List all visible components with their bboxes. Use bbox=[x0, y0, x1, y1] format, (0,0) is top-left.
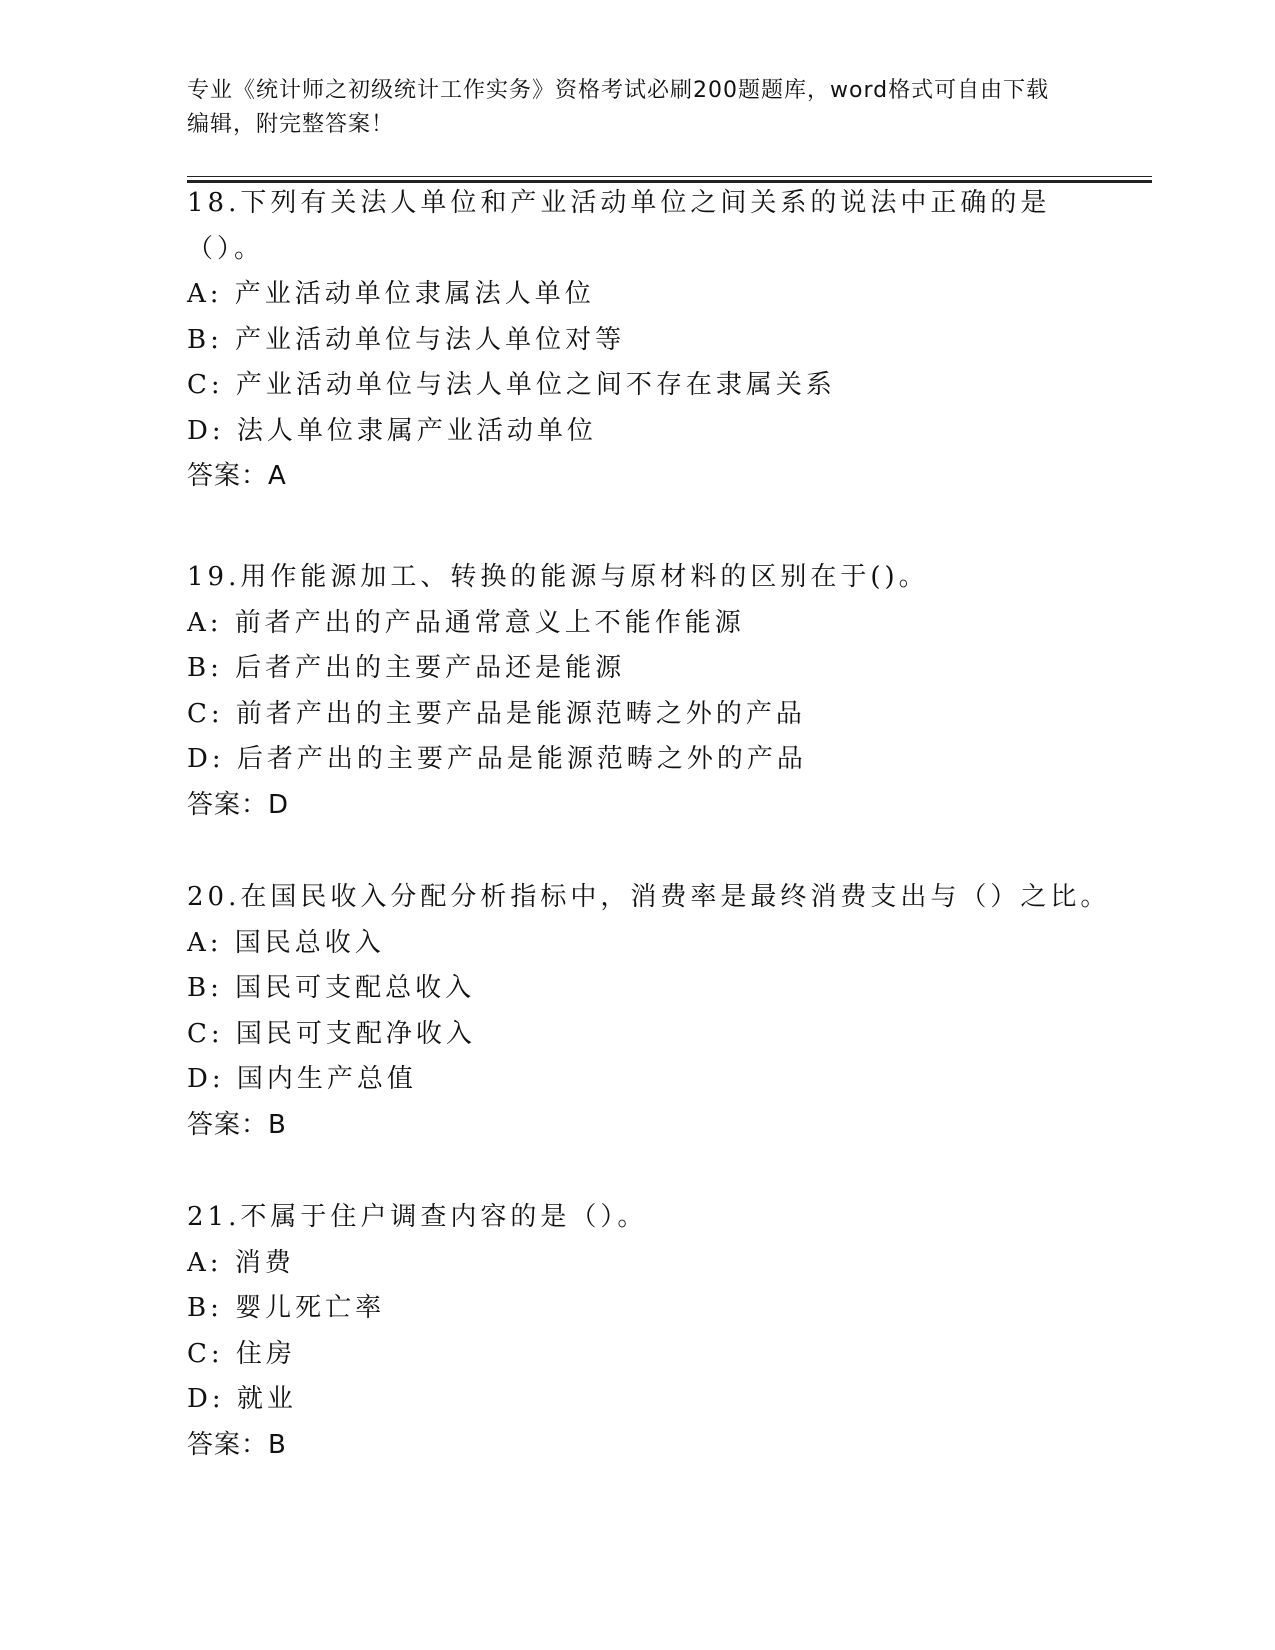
option-c: C: 产业活动单位与法人单位之间不存在隶属关系 bbox=[187, 370, 836, 400]
answer: 答案：B bbox=[187, 1109, 287, 1140]
option-d: D: 法人单位隶属产业活动单位 bbox=[187, 415, 597, 446]
question-21 bbox=[187, 1195, 1087, 1468]
option-a: A: 产业活动单位隶属法人单位 bbox=[187, 279, 595, 309]
option-d: D: 国内生产总值 bbox=[187, 1064, 417, 1094]
option-c: C: 住房 bbox=[187, 1338, 296, 1369]
document-header: 专业《统计师之初级统计工作实务》资格考试必刷200题题库，word格式可自由下载编辑，附完整答案！ bbox=[187, 78, 1050, 137]
question-19 bbox=[187, 555, 1087, 828]
answer: 答案：A bbox=[187, 461, 287, 491]
question-stem: 20.在国民收入分配分析指标中，消费率是最终消费支出与（）之比。 bbox=[187, 882, 1111, 912]
option-b: B: 后者产出的主要产品还是能源 bbox=[187, 653, 626, 683]
question-20 bbox=[187, 875, 1111, 1148]
answer: 答案：D bbox=[187, 789, 290, 820]
question-stem: 18.下列有关法人单位和产业活动单位之间关系的说法中正确的是（）。 bbox=[187, 188, 1051, 264]
option-c: C: 国民可支配净收入 bbox=[187, 1018, 476, 1049]
header-divider-thin bbox=[187, 176, 1152, 177]
option-a: A: 消费 bbox=[187, 1247, 295, 1278]
answer: 答案：B bbox=[187, 1429, 287, 1460]
option-a: A: 国民总收入 bbox=[187, 927, 385, 958]
option-c: C: 前者产出的主要产品是能源范畴之外的产品 bbox=[187, 698, 806, 729]
option-b: B: 国民可支配总收入 bbox=[187, 973, 476, 1003]
option-b: B: 产业活动单位与法人单位对等 bbox=[187, 324, 626, 355]
question-stem: 21.不属于住户调查内容的是（）。 bbox=[187, 1202, 648, 1232]
option-d: D: 后者产出的主要产品是能源范畴之外的产品 bbox=[187, 744, 807, 774]
question-18 bbox=[187, 180, 1087, 500]
option-a: A: 前者产出的产品通常意义上不能作能源 bbox=[187, 607, 745, 638]
question-stem: 19.用作能源加工、转换的能源与原材料的区别在于()。 bbox=[187, 562, 929, 592]
option-b: B: 婴儿死亡率 bbox=[187, 1293, 386, 1323]
option-d: D: 就业 bbox=[187, 1384, 297, 1414]
